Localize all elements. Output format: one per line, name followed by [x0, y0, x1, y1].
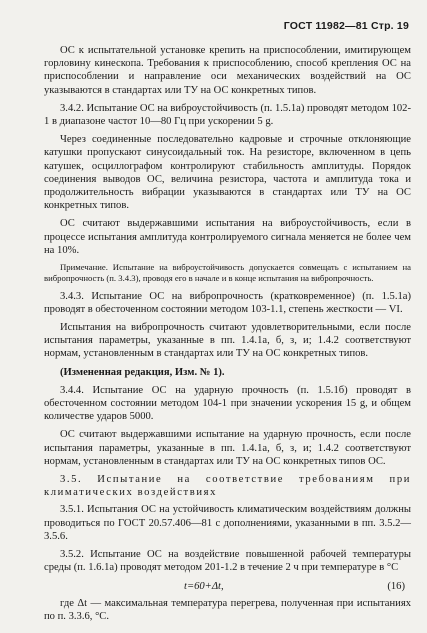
- amendment-note: (Измененная редакция, Изм. № 1).: [60, 366, 225, 378]
- paragraph: 3.4.3. Испытание ОС на вибропрочность (кратковременное) (п. 1.5.1а) проводят в обесточенном состоянии методом 103-1.1, степень жесткости — VI.: [44, 290, 411, 315]
- paragraph: 3.4.2. Испытание ОС на виброустойчивость (п. 1.5.1а) проводят методом 102-1 в диапазоне частот 10—80 Гц при ускорении 5 g.: [44, 102, 411, 128]
- paragraph: Через соединенные последовательно кадровые и строчные отклоняющие катушки пропускают синусоидальный ток. На резисторе, включенном в цепь катушек, осциллографом контролируют стабильность амплитуды. Порядок соединения выводов ОС, величина резистора, частота и амплитуда тока и продолжительность вибрации указываются в стандартах или ТУ на ОС конкретных типов.: [44, 134, 411, 212]
- paragraph: Испытания на вибропрочность считают удовлетворительными, если после испытания параметры, указанные в пп. 1.4.1а, б, з, и; 1.4.2 соответствуют нормам, установленным в стандартах или ТУ на ОС конкретных типов.: [44, 322, 411, 360]
- paragraph: 3.5.2. Испытание ОС на воздействие повышенной рабочей температуры среды (п. 1.6.1а) проводят методом 201-1.2 в течение 2 ч при температуре в °С: [44, 549, 411, 574]
- formula-expression: t=60+Δt,: [184, 580, 224, 592]
- paragraph: ОС к испытательной установке крепить на приспособлении, имитирующем горловину кинескопа. Требования к приспособлению, способ крепления ОС на приспособлении и направление оси механических воздействий на ОС указываются в стандартах или ТУ на ОС конкретных типов.: [44, 45, 411, 96]
- note: Примечание. Испытание на виброустойчивость допускается совмещать с испытанием на вибропрочность (п. 3.4.3), проводя его в начале и в конце испытания на вибропрочность.: [44, 262, 411, 283]
- formula: [44, 580, 411, 593]
- paragraph: ОС считают выдержавшими испытание на ударную прочность, если после испытания параметры, указанные в пп. 1.4.1а, б, з, и; 1.4.2 соответствуют нормам, установленным в стандартах или ТУ на ОС конкретных типов ОС.: [44, 429, 411, 467]
- paragraph: 3.4.4. Испытание ОС на ударную прочность (п. 1.5.1б) проводят в обесточенном состоянии методом 104-1 при значении ускорения 15 g, и общем количестве ударов 5000.: [44, 384, 411, 423]
- document-body: [44, 44, 411, 628]
- formula-number: (16): [387, 580, 405, 592]
- paragraph: ОС считают выдержавшими испытания на виброустойчивость, если в процессе испытания амплитуда контролируемого сигнала меняется не более чем на 10%.: [44, 218, 411, 256]
- paragraph: где Δt — максимальная температура перегрева, полученная при испытаниях по п. 3.3.6, °С.: [44, 597, 411, 622]
- paragraph: 3.5.1. Испытания ОС на устойчивость климатическим воздействиям должны проводиться по ГОСТ 20.57.406—81 с дополнениями, указанными в пп. 3.5.2—3.5.6.: [44, 504, 411, 542]
- page-header: ГОСТ 11982—81 Стр. 19: [283, 20, 409, 32]
- section-heading: 3.5. Испытание на соответствие требованиям при климатических воздействиях: [44, 474, 411, 499]
